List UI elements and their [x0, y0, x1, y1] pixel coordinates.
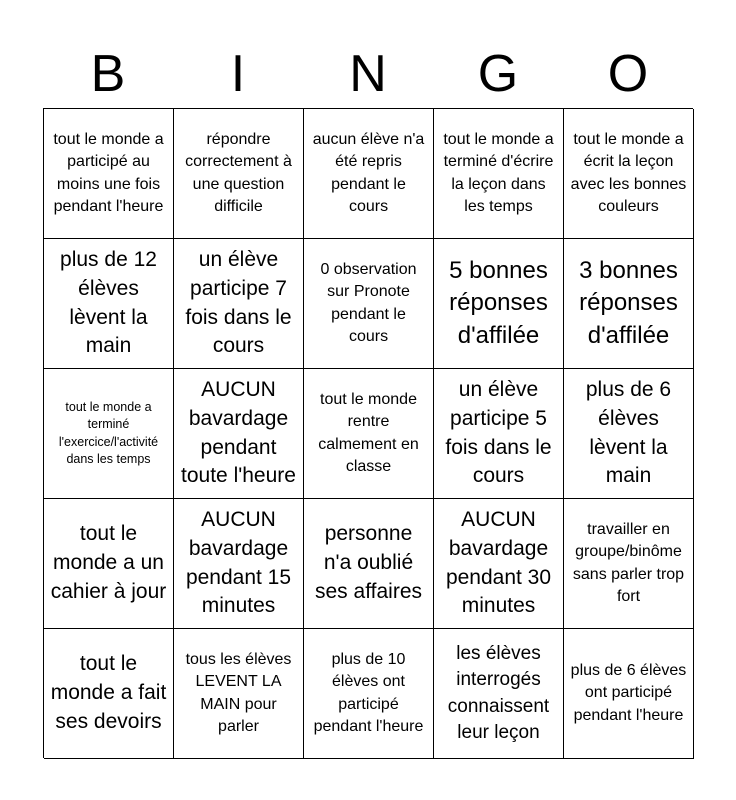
bingo-header — [43, 40, 693, 108]
bingo-grid — [43, 108, 693, 758]
header-letter-g: G — [477, 45, 519, 103]
bingo-cell[interactable]: tout le monde a terminé d'écrire la leçon dans les temps — [434, 109, 564, 239]
bingo-cell[interactable]: un élève participe 5 fois dans le cours — [434, 369, 564, 499]
bingo-cell[interactable]: AUCUN bavardage pendant 30 minutes — [434, 499, 564, 629]
bingo-cell[interactable]: AUCUN bavardage pendant toute l'heure — [174, 369, 304, 499]
header-letter-i: I — [230, 45, 246, 103]
header-letter-o: O — [607, 45, 649, 103]
bingo-cell[interactable]: AUCUN bavardage pendant 15 minutes — [174, 499, 304, 629]
bingo-cell[interactable]: tout le monde a terminé l'exercice/l'activité dans les temps — [44, 369, 174, 499]
bingo-cell[interactable]: 5 bonnes réponses d'affilée — [434, 239, 564, 369]
bingo-cell[interactable]: 0 observation sur Pronote pendant le cours — [304, 239, 434, 369]
bingo-cell[interactable]: tout le monde a écrit la leçon avec les bonnes couleurs — [564, 109, 694, 239]
bingo-cell[interactable]: répondre correctement à une question difficile — [174, 109, 304, 239]
bingo-cell[interactable]: plus de 6 élèves ont participé pendant l'heure — [564, 629, 694, 759]
bingo-cell[interactable]: tout le monde a fait ses devoirs — [44, 629, 174, 759]
header-letter-n: N — [349, 45, 387, 103]
bingo-cell[interactable]: aucun élève n'a été repris pendant le cours — [304, 109, 434, 239]
bingo-cell[interactable]: tous les élèves LEVENT LA MAIN pour parler — [174, 629, 304, 759]
bingo-cell[interactable]: un élève participe 7 fois dans le cours — [174, 239, 304, 369]
bingo-cell[interactable]: 3 bonnes réponses d'affilée — [564, 239, 694, 369]
bingo-cell[interactable]: plus de 12 élèves lèvent la main — [44, 239, 174, 369]
bingo-cell[interactable]: travailler en groupe/binôme sans parler trop fort — [564, 499, 694, 629]
bingo-cell[interactable]: tout le monde a un cahier à jour — [44, 499, 174, 629]
header-letter-b: B — [90, 45, 126, 103]
bingo-cell[interactable]: tout le monde rentre calmement en classe — [304, 369, 434, 499]
bingo-cell[interactable]: tout le monde a participé au moins une fois pendant l'heure — [44, 109, 174, 239]
bingo-cell[interactable]: plus de 6 élèves lèvent la main — [564, 369, 694, 499]
bingo-cell[interactable]: plus de 10 élèves ont participé pendant l'heure — [304, 629, 434, 759]
bingo-cell[interactable]: personne n'a oublié ses affaires — [304, 499, 434, 629]
bingo-cell[interactable]: les élèves interrogés connaissent leur leçon — [434, 629, 564, 759]
